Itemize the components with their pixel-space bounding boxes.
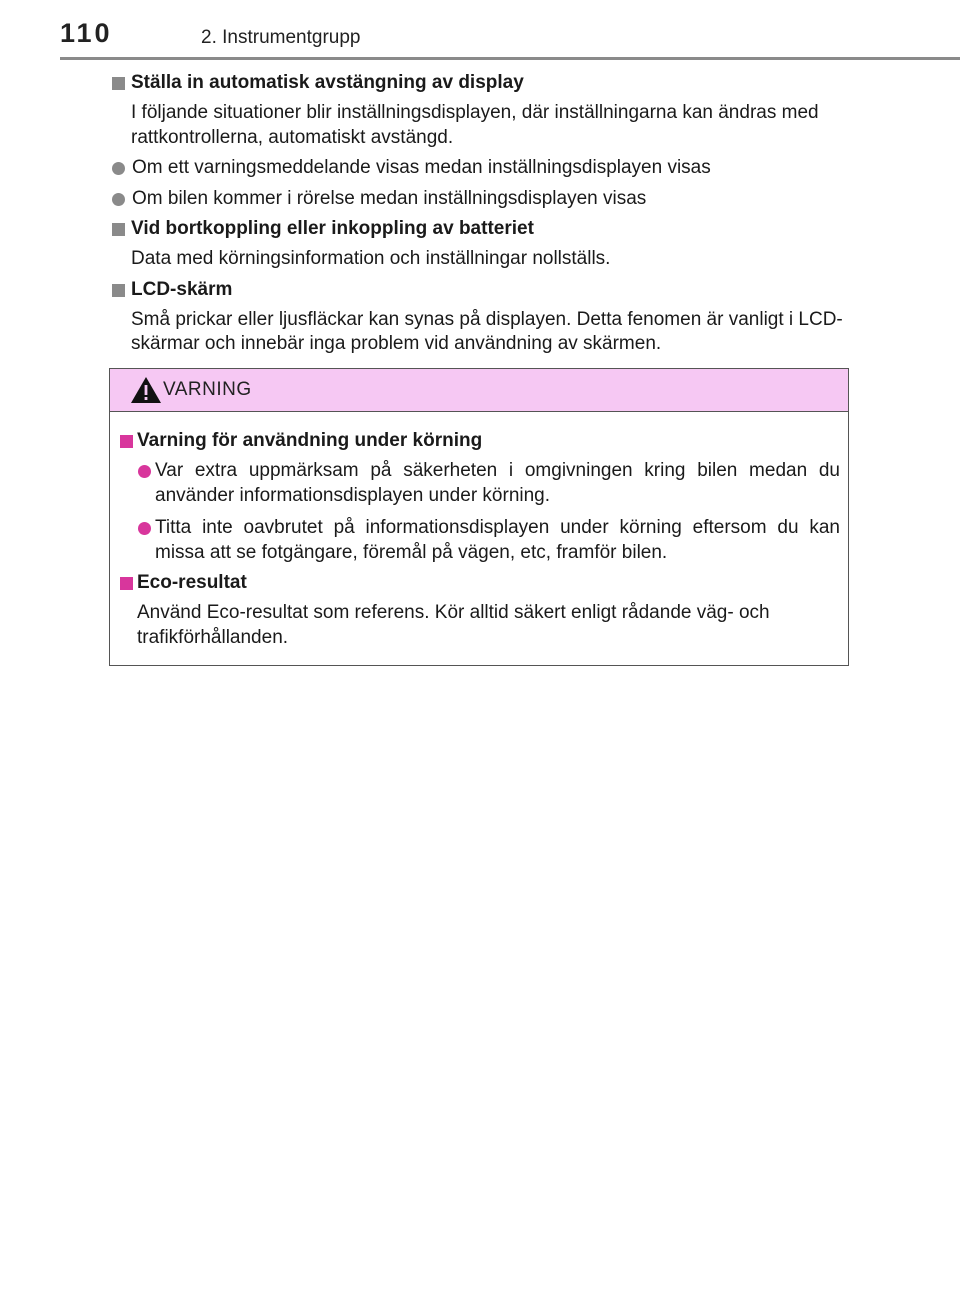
warning-triangle-icon <box>130 375 162 405</box>
square-bullet-icon <box>120 435 133 448</box>
round-bullet-icon <box>112 162 125 175</box>
section-paragraph: Data med körningsinformation och inställningar nollställs. <box>131 248 611 269</box>
page-number: 110 <box>60 18 113 48</box>
chapter-title: 2. Instrumentgrupp <box>201 27 361 48</box>
square-bullet-icon <box>112 77 125 90</box>
section-title: Ställa in automatisk avstängning av display <box>110 70 850 96</box>
warning-header <box>110 369 848 412</box>
section-title: LCD-skärm <box>110 277 850 303</box>
square-bullet-icon <box>120 577 133 590</box>
section-title: Vid bortkoppling eller inkoppling av batteriet <box>110 216 850 242</box>
warning-section-title: Eco-resultat <box>118 570 840 596</box>
warning-list-item: Var extra uppmärksam på säkerheten i omgivningen kring bilen medan du använder informationsdisplayen under körning. <box>118 459 840 508</box>
warning-paragraph: Använd Eco-resultat som referens. Kör alltid säkert enligt rådande väg- och trafikförhållanden. <box>137 602 770 648</box>
round-bullet-icon <box>138 522 151 535</box>
round-bullet-icon <box>138 465 151 478</box>
section-paragraph: I följande situationer blir inställningsdisplayen, där inställningarna kan ändras med rattkontrollerna, automatiskt avstängd. <box>131 102 819 148</box>
square-bullet-icon <box>112 284 125 297</box>
warning-box <box>109 368 849 666</box>
warning-list-item: Titta inte oavbrutet på informationsdisplayen under körning eftersom du kan missa att se fotgängare, föremål på vägen, etc, framför bilen. <box>118 516 840 565</box>
list-item: Om ett varningsmeddelande visas medan inställningsdisplayen visas <box>110 156 850 181</box>
warning-label: VARNING <box>163 379 252 400</box>
main-content <box>110 70 850 357</box>
section-paragraph: Små prickar eller ljusfläckar kan synas på displayen. Detta fenomen är vanligt i LCD-skärmar och innebär inga problem vid användning av skärmen. <box>131 308 843 354</box>
header-divider <box>60 57 960 60</box>
warning-body <box>110 412 848 650</box>
round-bullet-icon <box>112 193 125 206</box>
page-header <box>0 0 960 62</box>
list-item: Om bilen kommer i rörelse medan inställningsdisplayen visas <box>110 187 850 212</box>
warning-section-title: Varning för användning under körning <box>118 428 840 454</box>
square-bullet-icon <box>112 223 125 236</box>
